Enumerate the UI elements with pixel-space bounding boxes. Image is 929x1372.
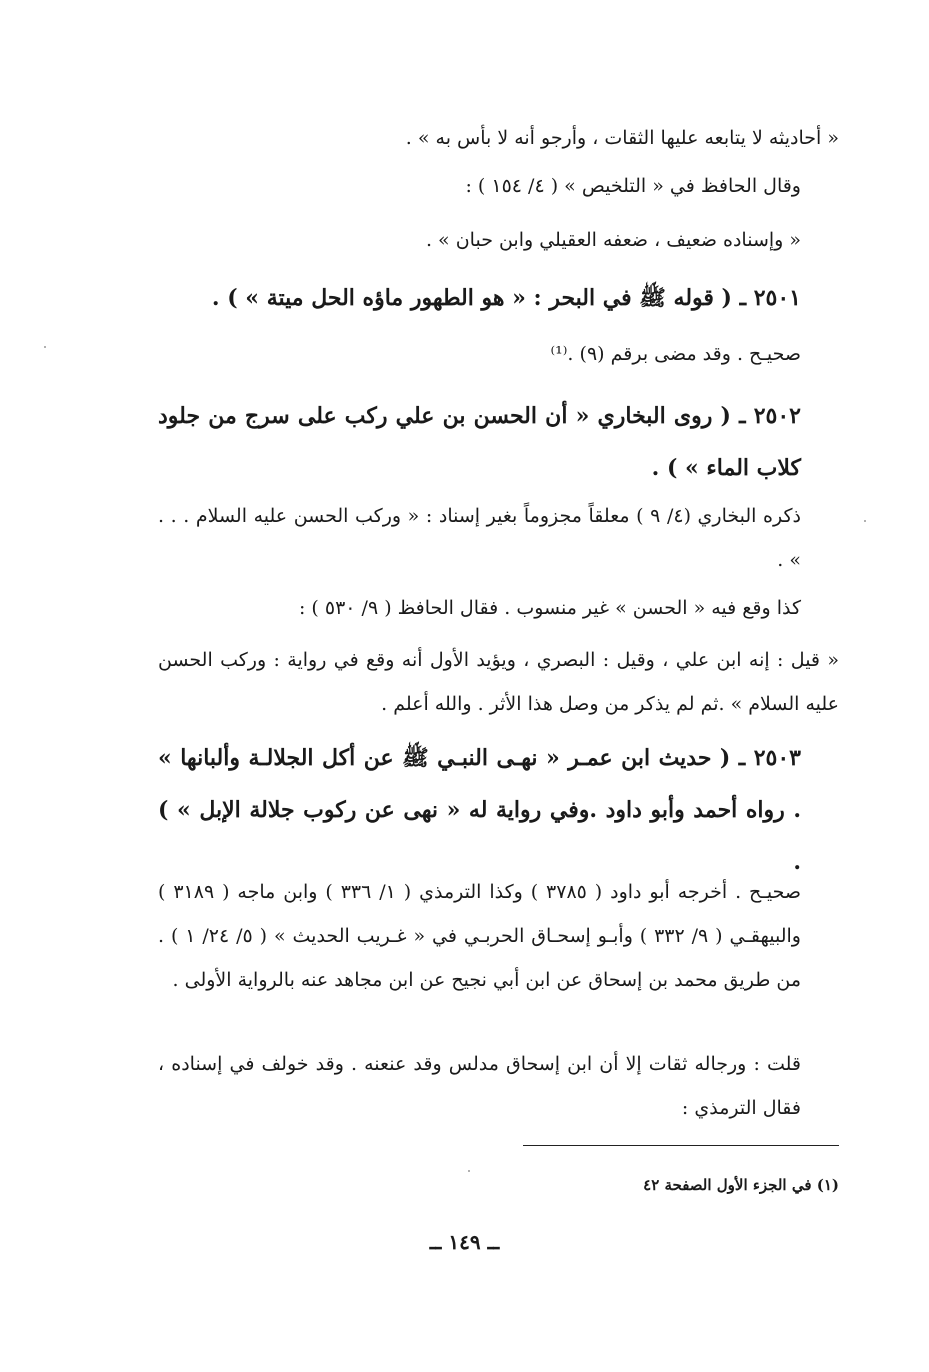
talkhis-intro: وقال الحافظ في « التلخيص » ( ٤/ ١٥٤ ) :: [465, 175, 801, 197]
quote-continuation: « أحاديثه لا يتابعه عليها الثقات ، وأرجو أنه لا بأس به » .: [405, 127, 839, 149]
hadith-2501-heading: ٢٥٠١ ـ ( قوله ﷺ في البحر : « هو الطهور ماؤه الحل ميتة » ) .: [211, 285, 801, 311]
author-comment: قلت : ورجاله ثقات إلا أن ابن إسحاق مدلس وقد عنعنه . وقد خولف في إسناده ، فقال الترمذي :: [158, 1053, 801, 1119]
page-number: ــ ١٤٩ ــ: [429, 1230, 500, 1254]
scan-speck: [468, 1170, 470, 1172]
hadith-2503-takhrij: صحيـح . أخرجه أبو داود ( ٣٧٨٥ ) وكذا الترمذي ( ١/ ٣٣٦ ) وابن ماجه ( ٣١٨٩ ) والبيهقـي ( ٩/ ٣٣٢ ) وأبـو إسحـاق الحربـي في « غـريب الحديث » ( ٥/ ٢٤/ ١ ) . من طريق محمد بن إسحاق عن ابن أبي نجيح عن ابن مجاهد عنه بالرواية الأولى .: [158, 881, 801, 991]
scan-speck: [864, 520, 866, 522]
hadith-2501-grading: صحيـح . وقد مضى برقم (٩) .⁽¹⁾: [550, 343, 801, 365]
scan-speck: [44, 346, 46, 348]
talkhis-quote: « وإسناده ضعيف ، ضعفه العقيلي وابن حبان » .: [425, 229, 801, 251]
hadith-2503-heading: ٢٥٠٣ ـ ( حديث ابن عمـر « نهـى النبـي ﷺ عن أكل الجلالـة وألبانها » . رواه أحمد وأبو داود .وفي رواية له « نهى عن ركوب جلالة الإبل » ) .: [158, 745, 801, 875]
footnote: (١) في الجزء الأول الصفحة ٤٢: [643, 1176, 839, 1194]
footnote-divider: [523, 1145, 839, 1146]
hadith-2502-heading: ٢٥٠٢ ـ ( روى البخاري « أن الحسن بن علي ركب على سرج من جلود كلاب الماء » ) .: [158, 403, 801, 481]
hadith-2502-takhrij: ذكره البخاري (٤/ ٩ ) معلقاً مجزوماً بغير إسناد : « وركب الحسن عليه السلام . . . » .: [158, 505, 801, 571]
hafiz-comment-intro: كذا وقع فيه « الحسن » غير منسوب . فقال الحافظ ( ٩/ ٥٣٠ ) :: [298, 597, 801, 619]
hafiz-comment-quote: « قيل : إنه ابن علي ، وقيل : البصري ، ويؤيد الأول أنه وقع في رواية : وركب الحسن عليه السلام » .ثم لم يذكر من وصل هذا الأثر . والله أعلم .: [158, 649, 839, 715]
